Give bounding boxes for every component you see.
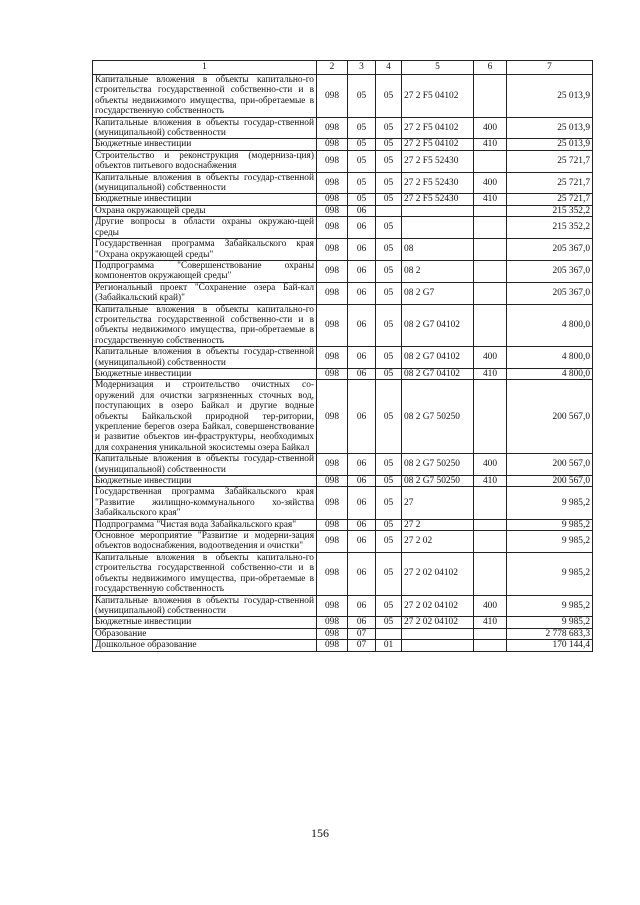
table-row [93,304,593,347]
expense-type-code [474,150,507,172]
ministry-code: 098 [317,617,348,628]
expense-type-code [474,552,507,595]
ministry-code: 098 [317,150,348,172]
ministry-code: 098 [317,205,348,216]
target-article-code: 27 2 02 [402,531,474,553]
table-row [93,150,593,172]
expense-type-code: 410 [474,368,507,379]
target-article-code: 27 [402,487,474,519]
section-code: 06 [348,476,376,487]
expense-type-code: 400 [474,117,507,139]
ministry-code: 098 [317,347,348,369]
table-row [93,117,593,139]
expense-type-code: 400 [474,347,507,369]
amount: 4 800,0 [507,368,593,379]
expense-type-code [474,239,507,261]
table-row [93,595,593,617]
target-article-code: 27 2 02 04102 [402,552,474,595]
table-row [93,172,593,194]
section-code: 06 [348,552,376,595]
header-cell-6: 6 [474,61,507,75]
section-code: 06 [348,239,376,261]
item-name: Дошкольное образование [93,640,317,651]
item-name: Охрана окружающей среды [93,205,317,216]
table-row [93,205,593,216]
section-code: 05 [348,139,376,150]
expense-type-code: 400 [474,172,507,194]
expense-type-code [474,640,507,651]
subsection-code: 05 [376,347,402,369]
ministry-code: 098 [317,454,348,476]
item-name: Бюджетные инвестиции [93,617,317,628]
header-cell-2: 2 [317,61,348,75]
section-code: 06 [348,260,376,282]
header-cell-4: 4 [376,61,402,75]
ministry-code: 098 [317,531,348,553]
amount: 9 985,2 [507,531,593,553]
table-row [93,194,593,205]
section-code: 06 [348,617,376,628]
ministry-code: 098 [317,368,348,379]
table-row [93,347,593,369]
table-row [93,519,593,530]
ministry-code: 098 [317,519,348,530]
item-name: Бюджетные инвестиции [93,476,317,487]
header-row [93,61,593,75]
table-row [93,454,593,476]
section-code: 05 [348,75,376,118]
subsection-code: 05 [376,519,402,530]
item-name: Капитальные вложения в объекты государ-ственной (муниципальной) собственности [93,595,317,617]
subsection-code: 05 [376,487,402,519]
table-row [93,282,593,304]
ministry-code: 098 [317,194,348,205]
target-article-code: 27 2 02 04102 [402,595,474,617]
amount: 25 721,7 [507,150,593,172]
expense-type-code: 410 [474,194,507,205]
section-code: 06 [348,304,376,347]
ministry-code: 098 [317,552,348,595]
item-name: Бюджетные инвестиции [93,368,317,379]
amount: 205 367,0 [507,239,593,261]
subsection-code: 05 [376,380,402,454]
table-row [93,260,593,282]
table-row [93,640,593,651]
expense-type-code [474,304,507,347]
subsection-code: 05 [376,552,402,595]
target-article-code: 08 2 G7 04102 [402,347,474,369]
subsection-code: 05 [376,595,402,617]
target-article-code: 08 2 G7 50250 [402,454,474,476]
header-cell-7: 7 [507,61,593,75]
target-article-code: 08 [402,239,474,261]
subsection-code: 05 [376,217,402,239]
section-code: 05 [348,150,376,172]
amount: 9 985,2 [507,552,593,595]
ministry-code: 098 [317,304,348,347]
target-article-code: 27 2 [402,519,474,530]
subsection-code: 05 [376,150,402,172]
amount: 25 721,7 [507,172,593,194]
target-article-code: 08 2 G7 04102 [402,304,474,347]
expense-type-code: 400 [474,595,507,617]
table-row [93,487,593,519]
subsection-code: 05 [376,75,402,118]
amount: 200 567,0 [507,476,593,487]
target-article-code: 27 2 F5 52430 [402,150,474,172]
subsection-code: 01 [376,640,402,651]
amount: 9 985,2 [507,595,593,617]
target-article-code: 27 2 F5 04102 [402,117,474,139]
target-article-code [402,217,474,239]
expense-type-code [474,531,507,553]
amount: 200 567,0 [507,454,593,476]
ministry-code: 098 [317,628,348,639]
item-name: Бюджетные инвестиции [93,194,317,205]
ministry-code: 098 [317,595,348,617]
ministry-code: 098 [317,640,348,651]
section-code: 06 [348,347,376,369]
target-article-code: 27 2 02 04102 [402,617,474,628]
expense-type-code [474,260,507,282]
amount: 9 985,2 [507,487,593,519]
expense-type-code [474,380,507,454]
table-row [93,139,593,150]
expense-type-code [474,519,507,530]
subsection-code: 05 [376,617,402,628]
item-name: Капитальные вложения в объекты государ-ственной (муниципальной) собственности [93,347,317,369]
amount: 25 721,7 [507,194,593,205]
item-name: Капитальные вложения в объекты капитально-го строительства государственной собственно-сти и в объекты недвижимого имущества, при-обретаемые в государственную собственность [93,552,317,595]
item-name: Государственная программа Забайкальского края "Развитие жилищно-коммунального хо-зяйства Забайкальского края" [93,487,317,519]
item-name: Региональный проект "Сохранение озера Бай-кал (Забайкальский край)" [93,282,317,304]
subsection-code: 05 [376,476,402,487]
table-row [93,75,593,118]
expense-type-code [474,628,507,639]
target-article-code: 27 2 F5 52430 [402,194,474,205]
amount: 205 367,0 [507,260,593,282]
expense-type-code [474,487,507,519]
target-article-code [402,640,474,651]
table-row [93,476,593,487]
amount: 9 985,2 [507,519,593,530]
item-name: Строительство и реконструкция (модерниза-ция) объектов питьевого водоснабжения [93,150,317,172]
expense-type-code [474,205,507,216]
section-code: 06 [348,368,376,379]
ministry-code: 098 [317,380,348,454]
expense-type-code [474,75,507,118]
amount: 170 144,4 [507,640,593,651]
table-row [93,617,593,628]
section-code: 06 [348,380,376,454]
section-code: 06 [348,595,376,617]
target-article-code: 08 2 G7 50250 [402,380,474,454]
amount: 2 778 683,3 [507,628,593,639]
section-code: 06 [348,217,376,239]
ministry-code: 098 [317,260,348,282]
table-row [93,380,593,454]
subsection-code [376,205,402,216]
subsection-code: 05 [376,454,402,476]
budget-table [92,60,593,652]
item-name: Капитальные вложения в объекты государ-ственной (муниципальной) собственности [93,172,317,194]
amount: 4 800,0 [507,304,593,347]
header-cell-3: 3 [348,61,376,75]
amount: 25 013,9 [507,139,593,150]
expense-type-code: 400 [474,454,507,476]
section-code: 07 [348,628,376,639]
amount: 25 013,9 [507,117,593,139]
ministry-code: 098 [317,217,348,239]
subsection-code: 05 [376,239,402,261]
table-row [93,217,593,239]
expense-type-code [474,282,507,304]
page-number: 156 [311,826,329,840]
section-code: 06 [348,487,376,519]
item-name: Государственная программа Забайкальского края "Охрана окружающей среды" [93,239,317,261]
header-cell-5: 5 [402,61,474,75]
target-article-code: 27 2 F5 52430 [402,172,474,194]
item-name: Модернизация и строительство очистных со-оружений для очистки загрязненных сточных вод, поступающих в озеро Байкал и другие водные объекты Байкальской природной тер-ритории, укрепление берегов озера Байкал, совершенствование и развитие объектов ин-фраструктуры, необходимых для сохранения уникальной экосистемы озера Байкал [93,380,317,454]
section-code: 06 [348,205,376,216]
item-name: Капитальные вложения в объекты капитально-го строительства государственной собственно-сти и в объекты недвижимого имущества, при-обретаемые в государственную собственность [93,75,317,118]
subsection-code: 05 [376,531,402,553]
item-name: Подпрограмма "Чистая вода Забайкальского края" [93,519,317,530]
subsection-code: 05 [376,304,402,347]
ministry-code: 098 [317,282,348,304]
target-article-code [402,628,474,639]
item-name: Основное мероприятие "Развитие и модерни-зация объектов водоснабжения, водоотведения и очистки" [93,531,317,553]
section-code: 06 [348,531,376,553]
expense-type-code [474,217,507,239]
subsection-code: 05 [376,117,402,139]
amount: 205 367,0 [507,282,593,304]
section-code: 06 [348,282,376,304]
table-row [93,368,593,379]
section-code: 06 [348,519,376,530]
item-name: Капитальные вложения в объекты государ-ственной (муниципальной) собственности [93,454,317,476]
ministry-code: 098 [317,239,348,261]
section-code: 05 [348,117,376,139]
target-article-code [402,205,474,216]
expense-type-code: 410 [474,617,507,628]
subsection-code [376,628,402,639]
item-name: Капитальные вложения в объекты государ-ственной (муниципальной) собственности [93,117,317,139]
item-name: Бюджетные инвестиции [93,139,317,150]
expense-type-code: 410 [474,476,507,487]
amount: 215 352,2 [507,217,593,239]
table-row [93,239,593,261]
item-name: Капитальные вложения в объекты капитально-го строительства государственной собственно-сти и в объекты недвижимого имущества, при-обретаемые в государственную собственность [93,304,317,347]
ministry-code: 098 [317,476,348,487]
amount: 4 800,0 [507,347,593,369]
subsection-code: 05 [376,282,402,304]
amount: 25 013,9 [507,75,593,118]
item-name: Подпрограмма "Совершенствование охраны компонентов окружающей среды" [93,260,317,282]
item-name: Образование [93,628,317,639]
amount: 9 985,2 [507,617,593,628]
target-article-code: 08 2 G7 04102 [402,368,474,379]
ministry-code: 098 [317,139,348,150]
section-code: 07 [348,640,376,651]
section-code: 05 [348,172,376,194]
table-row [93,628,593,639]
table-header [93,61,593,75]
target-article-code: 27 2 F5 04102 [402,75,474,118]
header-cell-1: 1 [93,61,317,75]
subsection-code: 05 [376,139,402,150]
ministry-code: 098 [317,117,348,139]
item-name: Другие вопросы в области охраны окружаю-щей среды [93,217,317,239]
table-row [93,531,593,553]
subsection-code: 05 [376,368,402,379]
target-article-code: 08 2 [402,260,474,282]
section-code: 05 [348,194,376,205]
target-article-code: 27 2 F5 04102 [402,139,474,150]
section-code: 06 [348,454,376,476]
subsection-code: 05 [376,260,402,282]
subsection-code: 05 [376,172,402,194]
subsection-code: 05 [376,194,402,205]
amount: 200 567,0 [507,380,593,454]
target-article-code: 08 2 G7 [402,282,474,304]
budget-table-container [92,60,592,652]
ministry-code: 098 [317,75,348,118]
amount: 215 352,2 [507,205,593,216]
table-row [93,552,593,595]
ministry-code: 098 [317,172,348,194]
table-body [93,75,593,652]
ministry-code: 098 [317,487,348,519]
target-article-code: 08 2 G7 50250 [402,476,474,487]
expense-type-code: 410 [474,139,507,150]
